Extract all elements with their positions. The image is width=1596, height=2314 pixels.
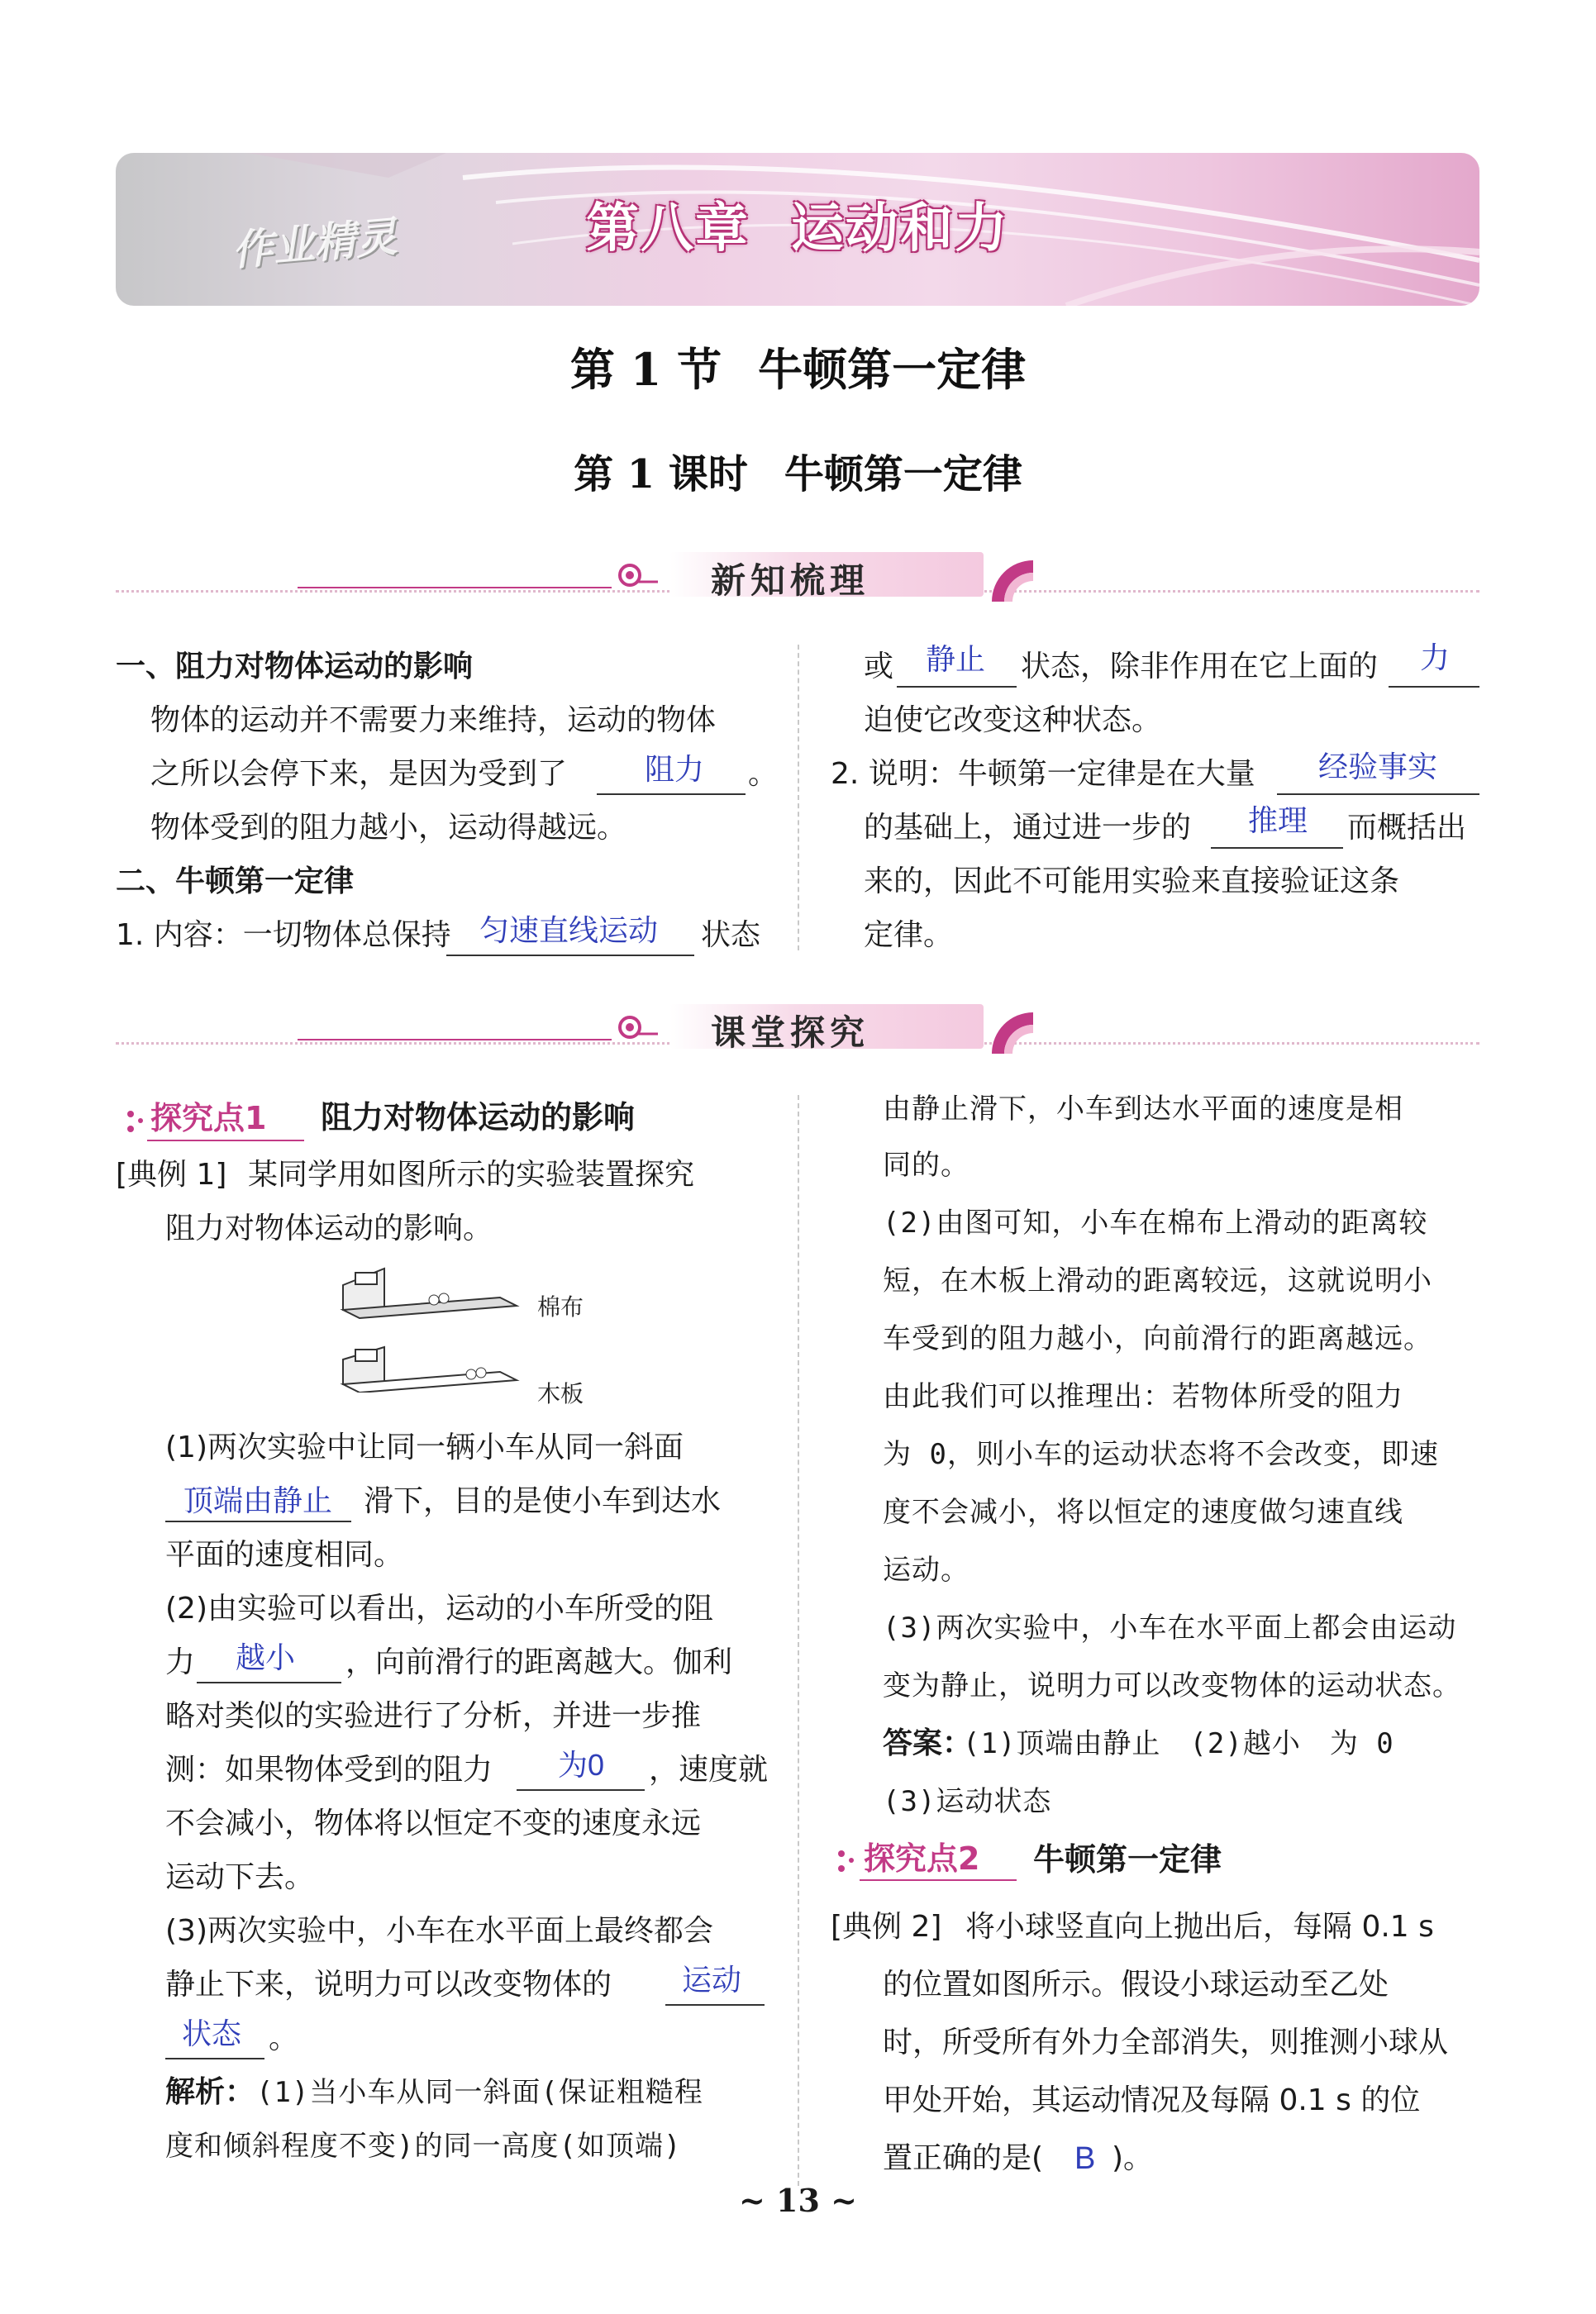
blank-underline <box>1277 793 1479 795</box>
blank-underline <box>517 1789 645 1791</box>
explore-tag: 探究点1 <box>150 1100 267 1136</box>
section-name: 牛顿第一定律 <box>758 343 1027 396</box>
paragraph-line: 为 0，则小车的运动状态将不会改变，即速 <box>883 1438 1439 1471</box>
paragraph-line: 度不会减小，将以恒定的速度做匀速直线 <box>883 1496 1403 1529</box>
heading-resistance-effect: 一、阻力对物体运动的影响 <box>116 650 474 683</box>
paragraph-line: 平面的速度相同。 <box>165 1538 404 1572</box>
paragraph-line: 不会减小，物体将以恒定不变的速度永远 <box>165 1807 702 1840</box>
paragraph-line: 滑下，目的是使小车到达水 <box>364 1484 722 1518</box>
answer-text: 推理 <box>1248 803 1308 837</box>
paragraph-line: 车受到的阻力越小，向前滑行的距离越远。 <box>883 1322 1432 1355</box>
fan-deco-icon <box>984 552 1033 602</box>
answer-text: 为0 <box>558 1748 605 1782</box>
paragraph-line: 来的，因此不可能用实验来直接验证这条 <box>864 864 1400 898</box>
paragraph-line: (2)由实验可以看出，运动的小车所受的阻 <box>165 1592 713 1626</box>
banner-watermark: 作业精灵 <box>230 212 399 275</box>
blank-underline <box>897 686 1017 688</box>
explore-title: 牛顿第一定律 <box>1033 1841 1222 1878</box>
explore-title: 阻力对物体运动的影响 <box>321 1099 636 1136</box>
paragraph-line: 运动下去。 <box>165 1860 315 1894</box>
board-ramp <box>343 1347 517 1393</box>
answer-text: 经验事实 <box>1318 750 1438 783</box>
page-number: ~ 13 ~ <box>738 2182 858 2219</box>
section-number: 第 1 节 <box>569 343 722 396</box>
blank-underline <box>665 2004 765 2006</box>
paragraph-line: 置正确的是( <box>883 2141 1044 2175</box>
lesson-name: 牛顿第一定律 <box>784 451 1022 498</box>
figure-label-cotton: 棉布 <box>537 1293 584 1321</box>
paragraph-line: ，速度就 <box>649 1753 769 1787</box>
paragraph-line: 物体的运动并不需要力来维持，运动的物体 <box>150 703 717 737</box>
divider-classroom <box>116 1004 1479 1054</box>
column-divider <box>798 1095 799 2186</box>
paragraph-line: 状态 <box>701 918 761 952</box>
paragraph-line: 测：如果物体受到的阻力 <box>165 1753 493 1787</box>
paragraph-line: 的位置如图所示。假设小球运动至乙处 <box>883 1968 1389 2002</box>
paragraph-line: 状态，除非作用在它上面的 <box>1021 650 1379 683</box>
paragraph-line: 或 <box>864 650 894 683</box>
chapter-title <box>116 186 1479 262</box>
paragraph-line: 的基础上，通过进一步的 <box>864 811 1192 845</box>
tag-dots-icon <box>835 1847 860 1880</box>
paragraph-line: 之所以会停下来，是因为受到了 <box>150 757 568 791</box>
paragraph-line: (2)由图可知，小车在棉布上滑动的距离较 <box>883 1207 1428 1240</box>
figure-label-board: 木板 <box>537 1380 584 1407</box>
paragraph-line: (1)当小车从同一斜面(保证粗糙程 <box>256 2076 703 2109</box>
answer-line: (3)运动状态 <box>883 1785 1052 1818</box>
paragraph-line: (3)两次实验中，小车在水平面上都会由运动 <box>883 1612 1457 1645</box>
blank-underline <box>165 1521 351 1522</box>
divider-line <box>298 587 612 588</box>
paragraph-line: 阻力对物体运动的影响。 <box>165 1212 493 1245</box>
section-title <box>0 335 1596 398</box>
paragraph-line: 物体受到的阻力越小，运动得越远。 <box>150 811 627 845</box>
heading-newton-first-law: 二、牛顿第一定律 <box>116 864 355 898</box>
experiment-figure <box>335 1260 525 1393</box>
divider-label: 课堂探究 <box>711 1012 870 1053</box>
paragraph-line: 迫使它改变这种状态。 <box>864 703 1162 737</box>
blank-underline <box>597 793 746 795</box>
example-label: [典例 2] <box>831 1910 942 1944</box>
cotton-ramp <box>343 1269 517 1318</box>
answer-text: 运动 <box>682 1963 742 1997</box>
chapter-banner <box>116 153 1479 306</box>
blank-underline <box>446 955 694 956</box>
paragraph-line: )。 <box>1112 2141 1154 2175</box>
answer-text: B <box>1074 2141 1096 2176</box>
paragraph-line: 1. 内容：一切物体总保持 <box>116 918 451 952</box>
analysis-label: 解析： <box>165 2075 255 2109</box>
magnifier-icon <box>612 1011 661 1047</box>
answer-text: 静止 <box>926 642 986 676</box>
lesson-number: 第 1 课时 <box>574 451 748 498</box>
paragraph-line: 。 <box>748 757 779 791</box>
blank-underline <box>197 1682 341 1683</box>
paragraph-line: 由静止滑下，小车到达水平面的速度是相 <box>883 1093 1403 1126</box>
paragraph-line: 时，所受所有外力全部消失，则推测小球从 <box>883 2026 1449 2059</box>
tag-dots-icon <box>124 1107 149 1140</box>
divider-label: 新知梳理 <box>711 560 870 601</box>
answer-label: 答案： <box>883 1726 973 1760</box>
paragraph-line: 某同学用如图所示的实验装置探究 <box>248 1158 695 1192</box>
paragraph-line: 略对类似的实验进行了分析，并进一步推 <box>165 1699 702 1733</box>
answer-text: 力 <box>1420 640 1451 674</box>
paragraph-line: (3)两次实验中，小车在水平面上最终都会 <box>165 1914 713 1948</box>
paragraph-line: 变为静止，说明力可以改变物体的运动状态。 <box>883 1669 1461 1702</box>
paragraph-line: 甲处开始，其运动情况及每隔 0.1 s 的位 <box>883 2083 1421 2117</box>
paragraph-line: (1)两次实验中让同一辆小车从同一斜面 <box>165 1431 684 1464</box>
answer-line: (1)顶端由静止 (2)越小 为 0 <box>963 1727 1394 1760</box>
paragraph-line: 静止下来，说明力可以改变物体的 <box>165 1968 612 2002</box>
answer-text: 越小 <box>236 1640 296 1674</box>
answer-text: 阻力 <box>645 752 705 786</box>
paragraph-line: 力 <box>165 1645 196 1679</box>
paragraph-line: ，向前滑行的距离越大。伽利 <box>345 1645 733 1679</box>
paragraph-line: 。 <box>269 2021 299 2055</box>
paragraph-line: 度和倾斜程度不变)的同一高度(如顶端) <box>165 2130 682 2163</box>
paragraph-line: 运动。 <box>883 1554 970 1587</box>
chapter-number: 第八章 <box>586 198 750 259</box>
chapter-name: 运动和力 <box>791 198 1009 259</box>
lesson-title <box>0 442 1596 499</box>
fan-deco-icon <box>984 1004 1033 1054</box>
blank-underline <box>165 2058 264 2059</box>
paragraph-line: 2. 说明：牛顿第一定律是在大量 <box>831 757 1255 791</box>
divider-new-knowledge <box>116 552 1479 602</box>
paragraph-line: 定律。 <box>864 918 954 952</box>
answer-text: 状态 <box>182 2016 242 2050</box>
example-label: [典例 1] <box>116 1158 227 1192</box>
paragraph-line: 同的。 <box>883 1149 970 1182</box>
explore-tag: 探究点2 <box>864 1840 980 1877</box>
answer-text: 匀速直线运动 <box>479 913 659 947</box>
paragraph-line: 由此我们可以推理出：若物体所受的阻力 <box>883 1380 1403 1413</box>
blank-underline <box>1389 686 1479 688</box>
magnifier-icon <box>612 559 661 595</box>
answer-text: 顶端由静止 <box>183 1483 333 1517</box>
paragraph-line: 短，在木板上滑动的距离较远，这就说明小 <box>883 1264 1432 1297</box>
blank-underline <box>1211 847 1343 849</box>
divider-line <box>298 1039 612 1040</box>
paragraph-line: 而概括出 <box>1347 811 1467 845</box>
paragraph-line: 将小球竖直向上抛出后，每隔 0.1 s <box>965 1910 1434 1944</box>
column-divider <box>798 645 799 950</box>
